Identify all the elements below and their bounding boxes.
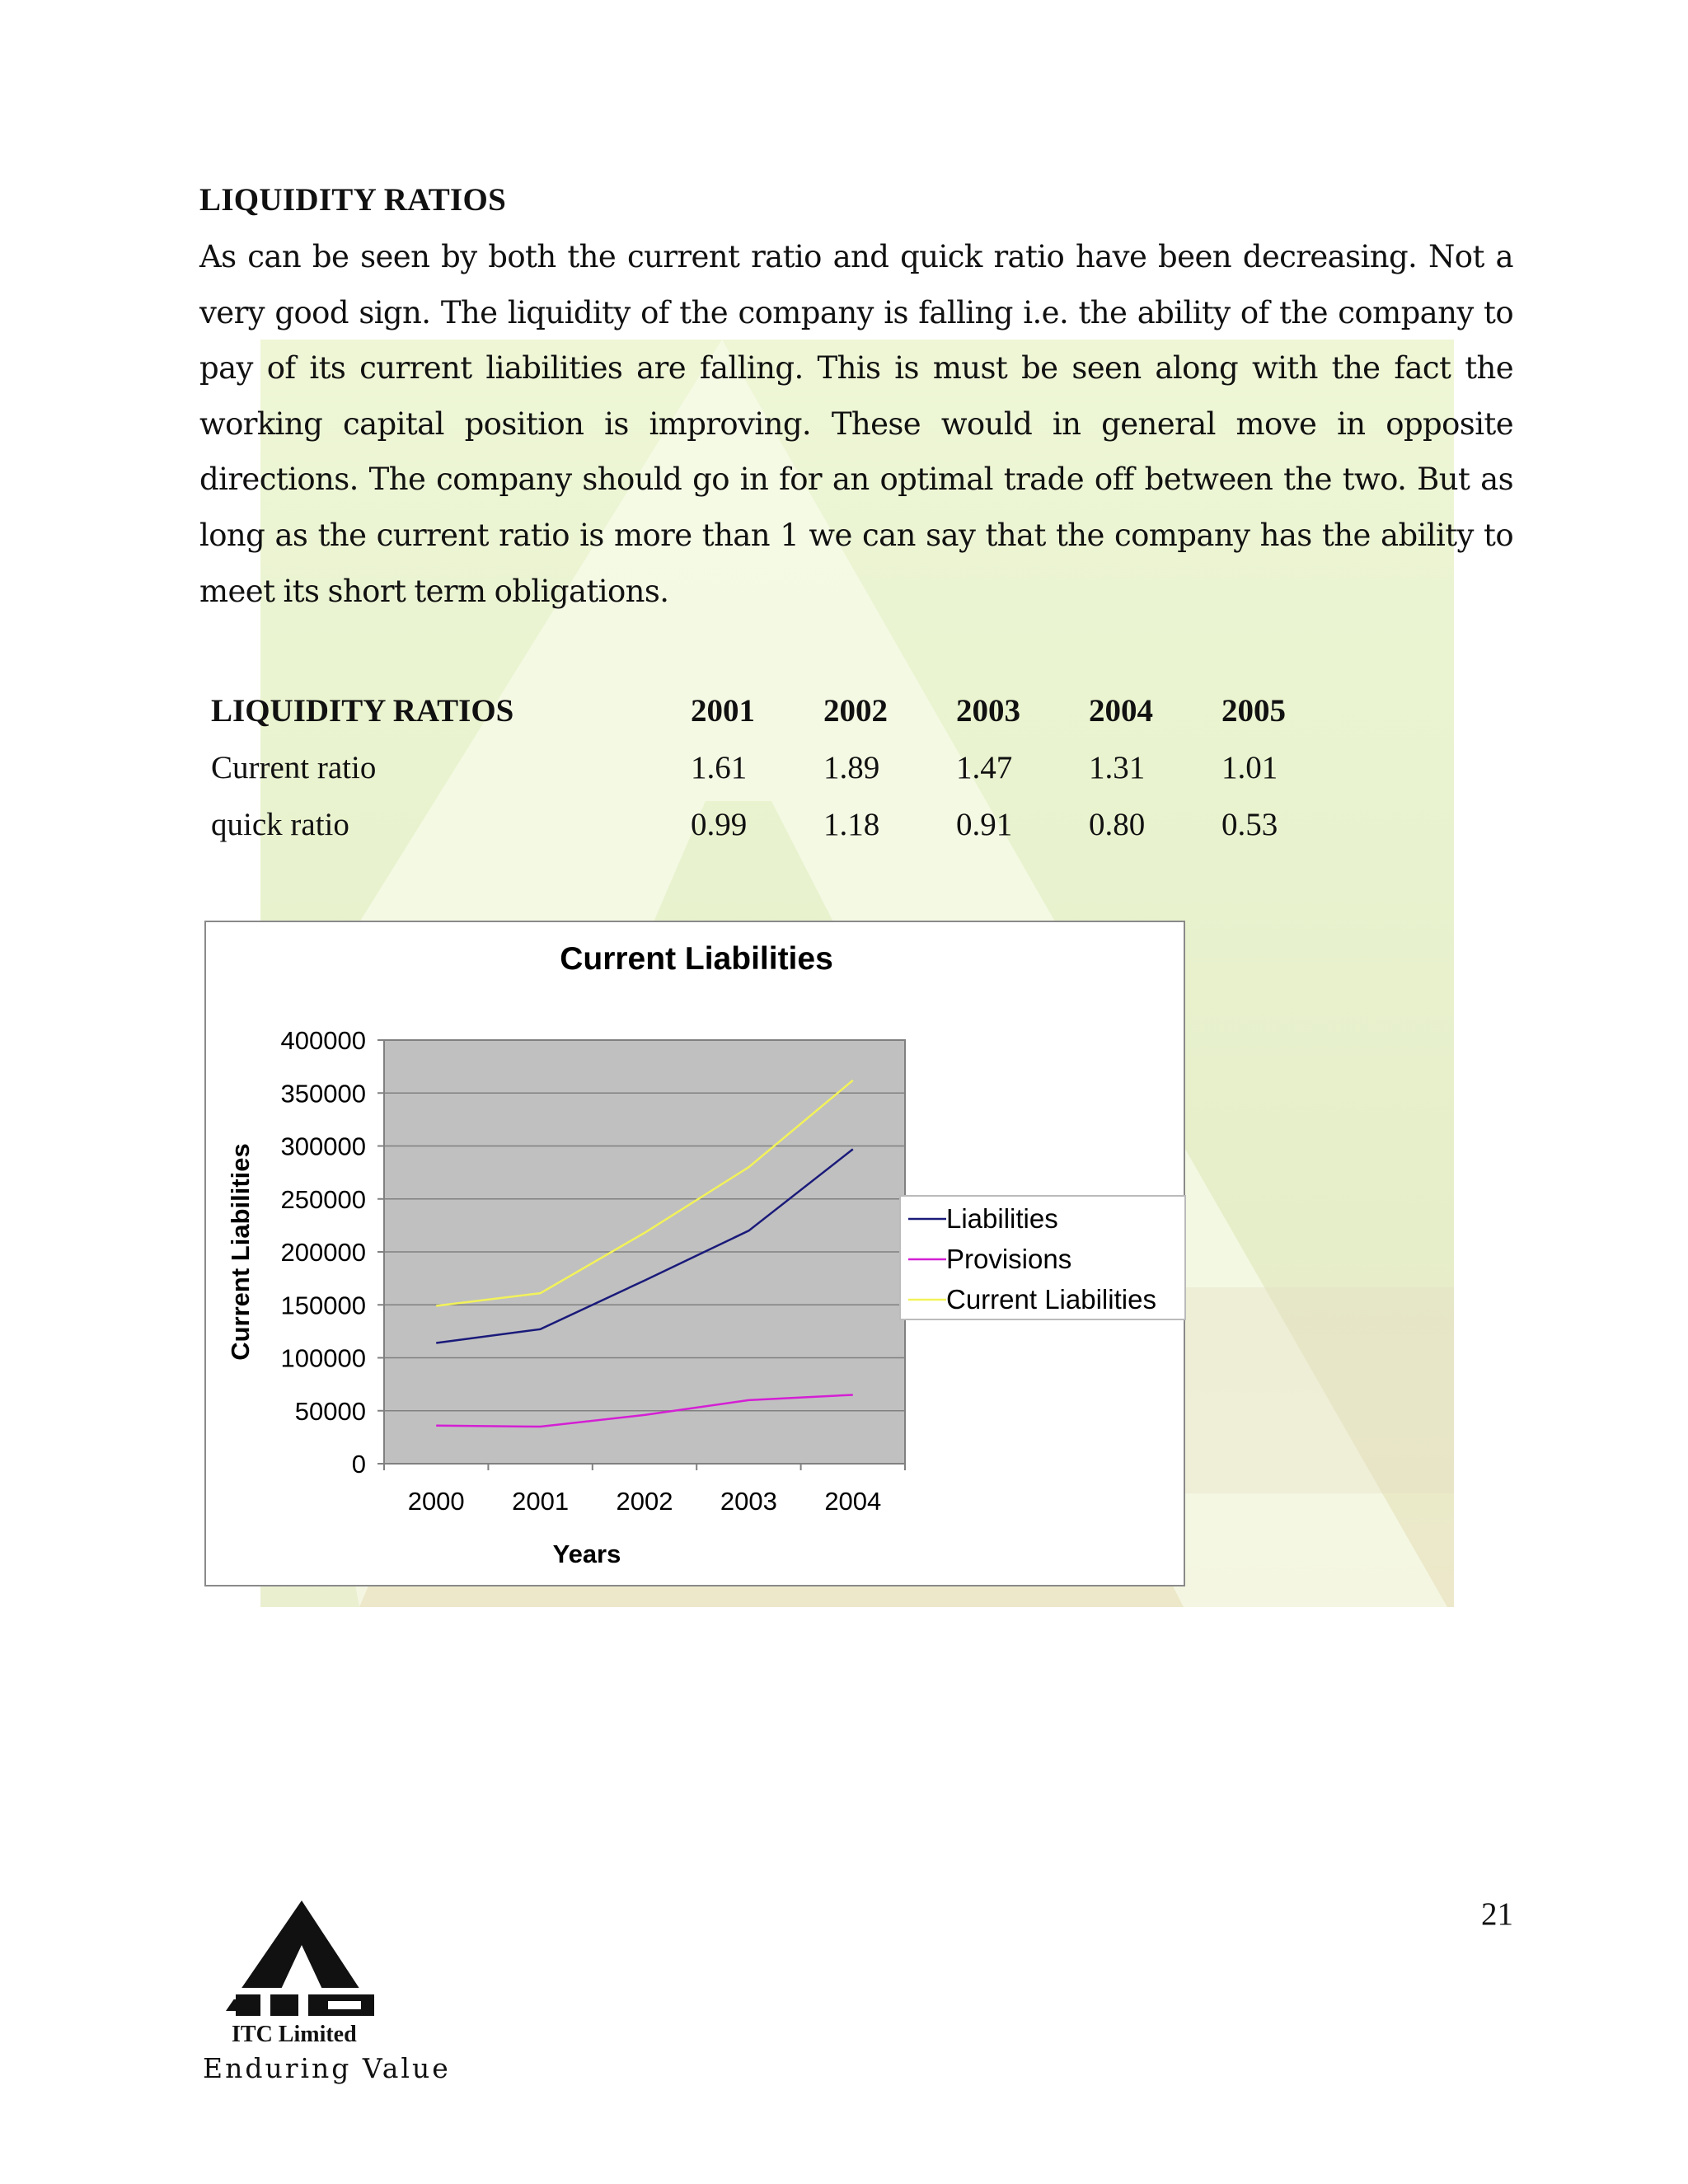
table-cell: 1.31	[1089, 750, 1146, 785]
table-header-cell: 2004	[1089, 693, 1153, 729]
y-tick-label: 250000	[280, 1184, 366, 1214]
y-axis-label: Current Liabilities	[226, 1143, 255, 1361]
table-cell: 1.47	[956, 750, 1013, 785]
x-tick-label: 2004	[824, 1487, 882, 1516]
section-title: LIQUIDITY RATIOS	[199, 182, 507, 218]
y-tick-label: 150000	[280, 1291, 366, 1320]
logo-tagline: Enduring Value	[203, 2052, 451, 2084]
table-header-cell: 2005	[1221, 693, 1286, 729]
table-cell: 0.91	[956, 807, 1013, 842]
table-cell: 1.89	[823, 750, 880, 785]
table-header-cell: 2002	[823, 693, 888, 729]
table-cell: quick ratio	[211, 807, 349, 842]
chart-svg	[206, 922, 1187, 1588]
current-liabilities-chart	[204, 921, 1185, 1586]
x-tick-label: 2002	[616, 1487, 673, 1516]
legend-label: Provisions	[946, 1244, 1072, 1274]
y-tick-label: 50000	[294, 1396, 366, 1426]
table-cell: 0.80	[1089, 807, 1146, 842]
y-tick-label: 100000	[280, 1343, 366, 1373]
table-cell: 1.61	[691, 750, 748, 785]
x-tick-label: 2001	[512, 1487, 570, 1516]
table-cell: 0.99	[691, 807, 748, 842]
table-header-cell: 2001	[691, 693, 755, 729]
table-cell: 1.18	[823, 807, 880, 842]
y-axis-ticks	[281, 1026, 384, 1479]
table-header-row	[211, 682, 1354, 739]
x-axis-ticks	[384, 1464, 905, 1516]
table-row	[211, 796, 1354, 853]
body-paragraph: As can be seen by both the current ratio and quick ratio have been decreasing. Not a very good sign. The liquidity of the company is falling i.e. the ability of the company to pay of its current liabilities are falling. This is must be seen along with the fact the working capital position is improving. These would in general move in opposite directions. The company should go in for an optimal trade off between the two. But as long as the current ratio is more than 1 we can say that the company has the ability to meet its short term obligations.	[199, 239, 1513, 609]
x-tick-label: 2000	[407, 1487, 465, 1516]
y-tick-label: 400000	[280, 1026, 366, 1055]
chart-title: Current Liabilities	[560, 941, 833, 977]
table-row	[211, 739, 1354, 796]
y-tick-label: 350000	[280, 1079, 366, 1108]
table-header-cell: LIQUIDITY RATIOS	[211, 693, 514, 729]
logo-company-name: ITC Limited	[232, 2022, 357, 2047]
legend-label: Current Liabilities	[946, 1284, 1156, 1315]
liquidity-ratios-table	[211, 682, 1354, 853]
x-axis-label: Years	[552, 1540, 621, 1568]
y-tick-label: 0	[351, 1450, 366, 1479]
x-tick-label: 2003	[720, 1487, 777, 1516]
table-cell: 0.53	[1221, 807, 1278, 842]
page-number: 21	[1481, 1896, 1513, 1932]
legend-label: Liabilities	[946, 1203, 1058, 1234]
y-tick-label: 300000	[280, 1132, 366, 1161]
y-tick-label: 200000	[280, 1238, 366, 1267]
table-header-cell: 2003	[956, 693, 1020, 729]
table-cell: 1.01	[1221, 750, 1278, 785]
table-cell: Current ratio	[211, 750, 377, 785]
